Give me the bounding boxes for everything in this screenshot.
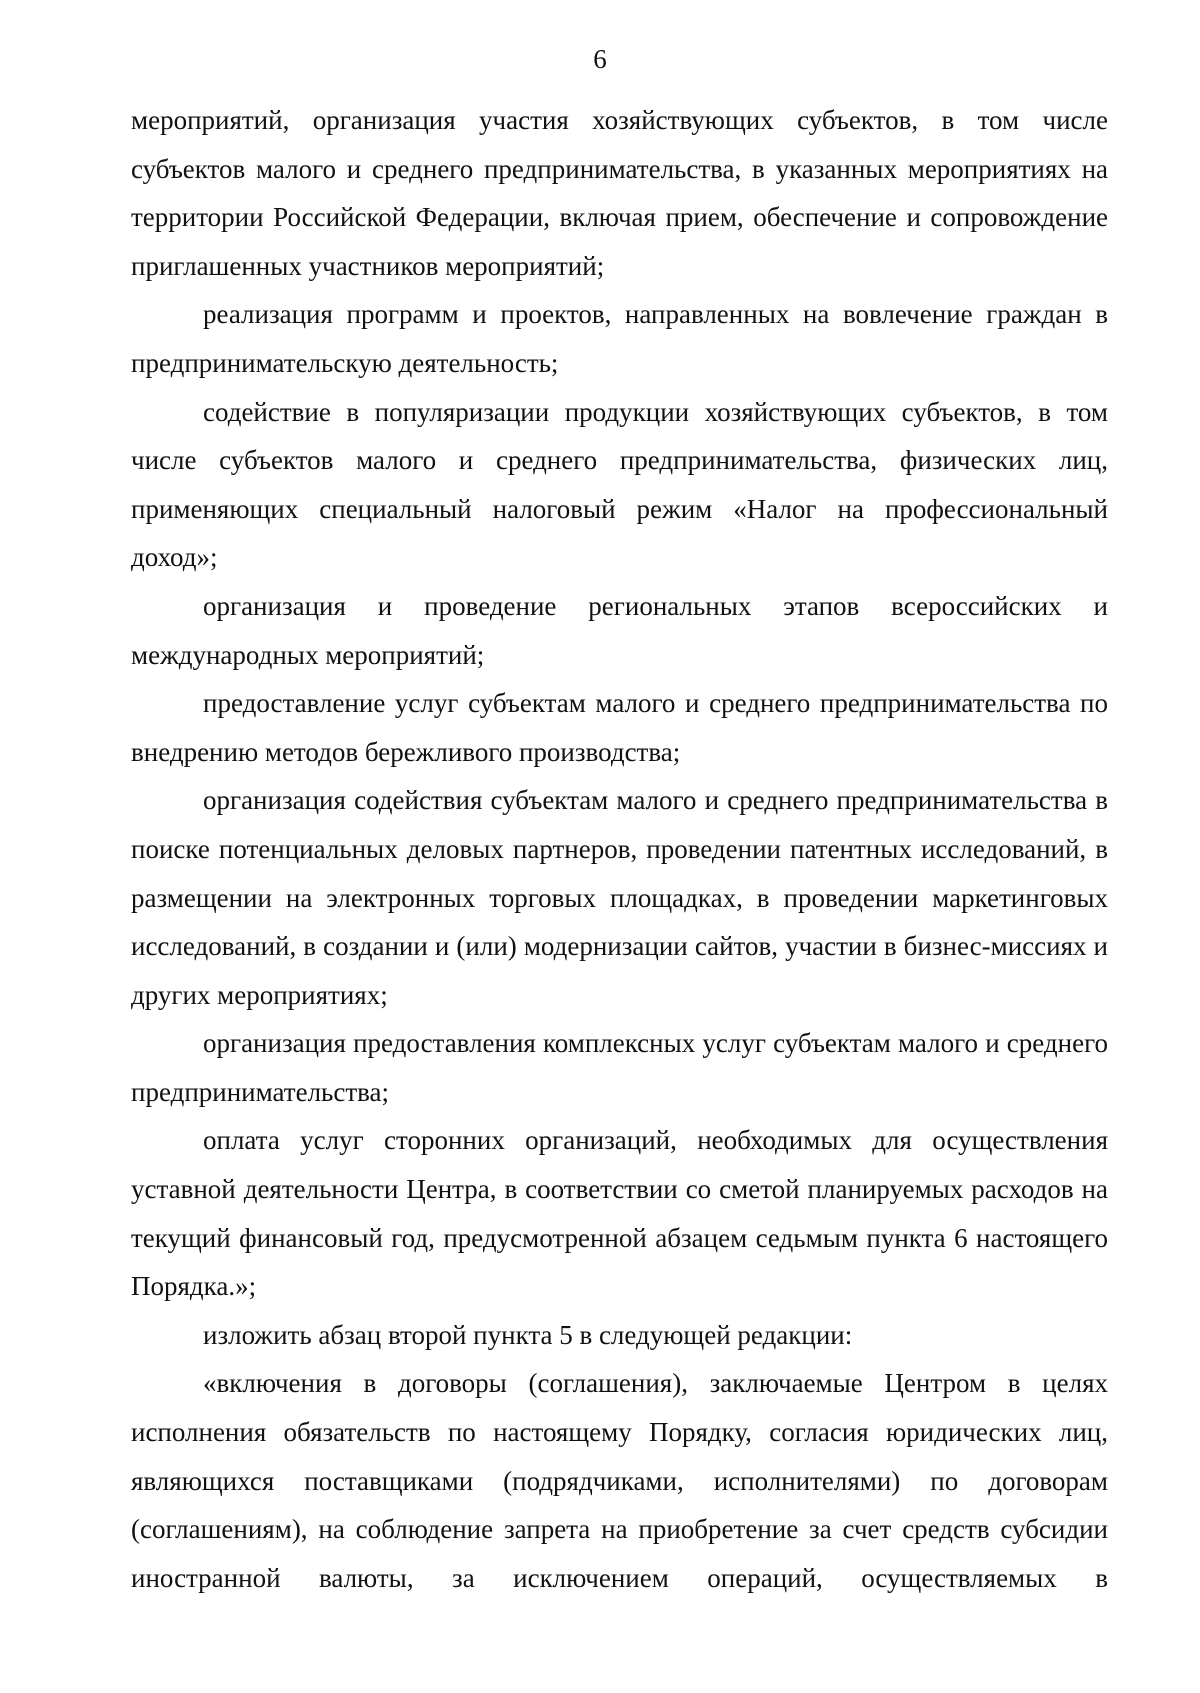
paragraph-third-party-services: оплата услуг сторонних организаций, необходимых для осуществления уставной деятельности Центра, в соответствии со сметой планируемых расходов на текущий финансовый год, предусмотренной абзацем седьмым пункта 6 настоящего Порядка.»; [131,1125,1108,1302]
paragraph-lean-production: предоставление услуг субъектам малого и среднего предпринимательства по внедрению методов бережливого производства; [131,688,1108,767]
paragraph-complex-services: организация предоставления комплексных услуг субъектам малого и среднего предпринимательства; [131,1028,1108,1107]
paragraph-events-participation: мероприятий, организация участия хозяйствующих субъектов, в том числе субъектов малого и среднего предпринимательства, в указанных мероприятиях на территории Российской Федерации, включая прием, обеспечение и сопровождение приглашенных участников мероприятий; [131,105,1108,281]
document-body [131,96,1108,1602]
paragraph-regional-stages: организация и проведение региональных этапов всероссийских и международных мероприятий; [131,590,1108,670]
paragraph-business-partners: организация содействия субъектам малого и среднего предпринимательства в поиске потенциальных деловых партнеров, проведении патентных исследований, в размещении на электронных торговых площадках, в проведении маркетинговых исследований, в создании и (или) модернизации сайтов, участии в бизнес-миссиях и других мероприятиях; [131,785,1108,1010]
paragraph-amendment-instruction: изложить абзац второй пункта 5 в следующей редакции: [203,1319,853,1350]
paragraph-contract-inclusion: «включения в договоры (соглашения), заключаемые Центром в целях исполнения обязательств по настоящему Порядку, согласия юридических лиц, являющихся поставщиками (подрядчиками, исполнителями) по договорам (соглашениям), на соблюдение запрета на приобретение за счет средств субсидии иностранной валюты, за исключением операций, осуществляемых в [131,1368,1108,1593]
paragraph-programs-projects: реализация программ и проектов, направленных на вовлечение граждан в предпринимательскую деятельность; [131,299,1108,378]
page-number: 6 [593,44,607,74]
paragraph-product-popularization: содействие в популяризации продукции хозяйствующих субъектов, в том числе субъектов малого и среднего предпринимательства, физических лиц, применяющих специальный налоговый режим «Налог на профессиональный доход»; [131,396,1108,573]
